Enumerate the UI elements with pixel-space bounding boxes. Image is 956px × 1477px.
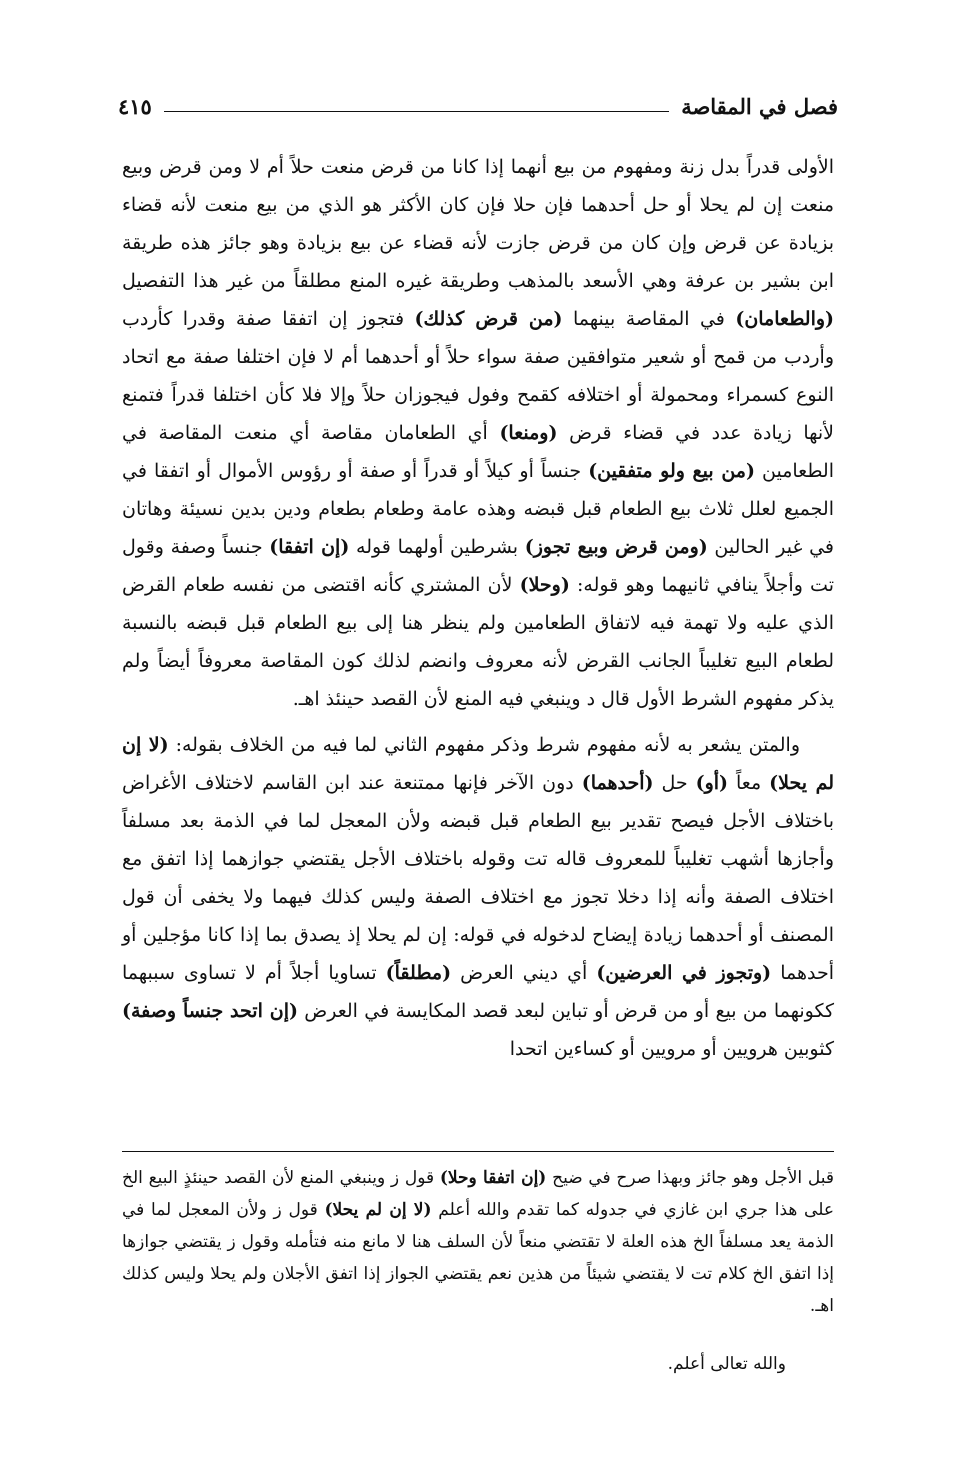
text-run: الأولى قدراً بدل زنة ومفهوم من بيع أنهما إذا كانا من قرض منعت حلاً أم لا ومن قرض وبيع منعت إن لم يحلا أو حل أحدهما فإن حلا فإن كان الأكثر هو الذي من بيع منعت لأنه قضاء بزيادة عن قرض وإن كان من قرض جازت لأنه قضاء عن بيع بزيادة وهو جائز هذه طريقة ابن بشير بن عرفة وهي الأسعد بالمذهب وطريقة غيره المنع مطلقاً من غير هذا التفصيل xyxy=(122,156,834,292)
text-run: لأن المشتري كأنه اقتضى من نفسه طعام القرض الذي عليه ولا تهمة فيه لاتفاق الطعامين ولم ينظر هنا إلى بيع الطعام قبل قبضه بالنسبة لطعام البيع تغليباً الجانب القرض لأنه معروف وانضم لذلك كون المقاصة معروفاً أيضاً ولم يذكر مفهوم الشرط الأول قال د وينبغي فيه المنع لأن القصد حينئذ اهـ. xyxy=(122,574,834,710)
text-run: جنساً أو كيلاً أو قدراً أو صفة أو رؤوس الأموال أو اتفقا في الجميع لعلل ثلاث بيع الطعام قبل قبضه وهذه عامة وطعام بطعام ودين بدين نسيئة وهاتان في غير الحالين xyxy=(122,460,834,558)
page-number: ٤١٥ xyxy=(118,93,152,119)
text-run: قول ز وينبغي المنع لأن القصد حينئذٍ البيع الخ على هذا جري ابن غازي في جدوله كما تقدم والله أعلم xyxy=(122,1168,834,1220)
closing-line: والله تعالى أعلم. xyxy=(667,1354,786,1374)
text-run: والمتن يشعر به لأنه مفهوم شرط وذكر مفهوم الثاني لما فيه من الخلاف بقوله: xyxy=(168,734,800,756)
paragraph-2 xyxy=(122,726,834,1068)
footnotes xyxy=(122,1162,834,1322)
bold-term: (إن اتفقا وحلا) xyxy=(439,1168,547,1188)
footnote-separator xyxy=(122,1151,834,1152)
header-rule xyxy=(164,111,669,112)
bold-term: (إن اتفقا) xyxy=(269,536,350,558)
bold-term: (أحدهما) xyxy=(581,772,654,794)
text-run: بشرطين أولهما قوله xyxy=(349,536,525,558)
bold-term: (والطعامان) xyxy=(735,308,835,330)
bold-term: (لا إن لم يحلا) xyxy=(122,734,835,794)
text-run: قول ز ولأن المعجل لما في الذمة يعد مسلفاً الخ هذه العلة لا تقتضي منعاً لأن السلف هنا لا مانع منه فتأمله وقول ز يقتضي جوازها إذا اتفق الخ كلام تت لا يقتضي شيئاً من هذين نعم يقتضي الجواز إذا اتفق الأجلان ولم يحلا وليس كذلك اهـ. xyxy=(122,1200,834,1316)
bold-term: (لا إن لم يحلا) xyxy=(324,1200,432,1220)
bold-term: (إن اتحد جنساً وصفة) xyxy=(122,1000,298,1022)
text-run: قبل الأجل وهو جائز وبهذا صرح في ضيح xyxy=(546,1168,835,1188)
text-run: أي الطعامان مقاصة أي منعت المقاصة في الطعامين xyxy=(122,422,834,482)
text-run: دون الآخر فإنها ممتنعة عند ابن القاسم لاختلاف الأغراض باختلاف الأجل فيصح تقدير بيع الطعام قبل قبضه ولأن المعجل لما في الذمة بعد مسلفاً وأجازها أشهب تغليباً للمعروف قاله تت وقوله باختلاف الأجل يقتضي جوازهما إذا اتفق مع اختلاف الصفة وأنه إذا دخلا تجوز مع اختلاف الصفة وليس كذلك فيهما ولا يخفى أن قول المصنف أو أحدهما زيادة إيضاح لدخوله في قوله: إن لم يحلا إذ يصدق بما إذا كانا مؤجلين أو أحدهما xyxy=(122,772,834,984)
main-text xyxy=(122,148,834,1068)
bold-term: (وتجوز في العرضين) xyxy=(596,962,772,984)
page-header xyxy=(118,88,838,124)
footnote-paragraph xyxy=(122,1162,834,1322)
text-run: فتجوز إن اتفقا صفة وقدرا كأردب وأردب من قمح أو شعير متوافقين صفة سواء حلاً أو أحدهما أم لا فإن اختلفا صفة مع اتحاد النوع كسمراء ومحمولة أو اختلافه كقمح وفول فيجوزان حلاً وإلا فلا كأن اختلفا قدراً فتمنع لأنها زيادة عدد في قضاء قرض xyxy=(122,308,834,444)
bold-term: (وحلا) xyxy=(519,574,570,596)
text-run: أي ديني العرض xyxy=(451,962,597,984)
bold-term: (مطلقاً) xyxy=(385,962,452,984)
text-run: تساويا أجلاً أم لا تساوى سببهما ككونهما من بيع أو من قرض أو تباين لبعد قصد المكايسة في العرض xyxy=(122,962,835,1022)
paragraph-1 xyxy=(122,148,834,718)
bold-term: (ومنعا) xyxy=(499,422,558,444)
text-run: معاً xyxy=(728,772,770,794)
bold-term: (ومن قرض وبيع تجوز) xyxy=(524,536,708,558)
text-run: جنساً وصفة وقول تت وأجلاً ينافي ثانيهما وهو قوله: xyxy=(122,536,834,596)
bold-term: (من قرض كذلك) xyxy=(414,308,563,330)
text-run: حل xyxy=(653,772,696,794)
text-run: في المقاصة بينهما xyxy=(562,308,736,330)
bold-term: (من بيع ولو متفقين) xyxy=(588,460,755,482)
bold-term: (أو) xyxy=(695,772,729,794)
chapter-title: فصل في المقاصة xyxy=(681,93,838,119)
text-run: كثوبين هرويين أو مرويين أو كساءين اتحدا xyxy=(509,1038,834,1060)
